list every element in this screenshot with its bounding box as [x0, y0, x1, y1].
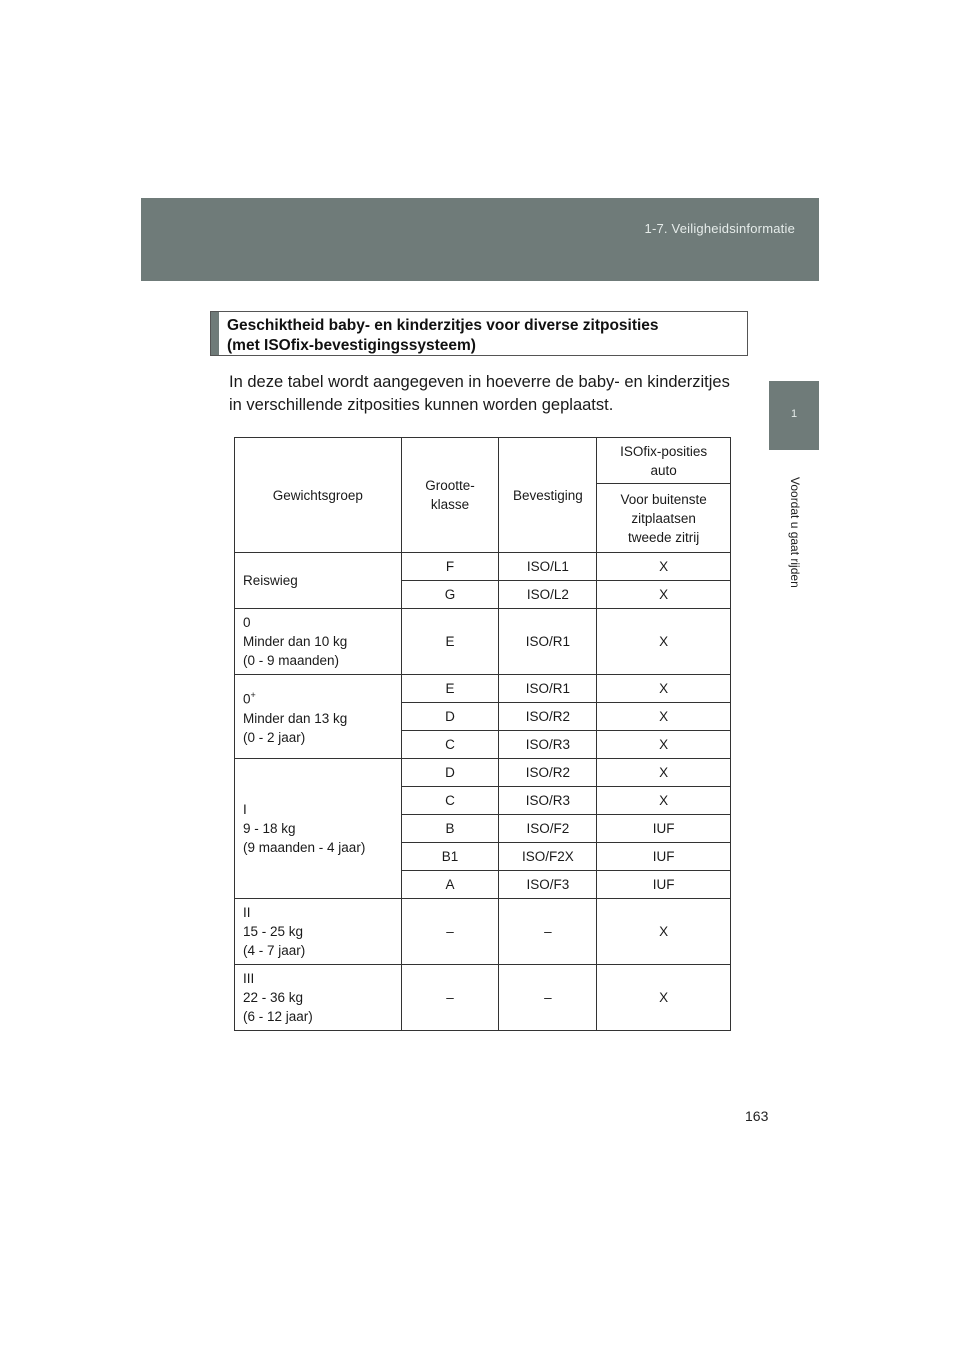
fixture-cell: ISO/F2	[499, 815, 597, 843]
intro-line-2: in verschillende zitposities kunnen worden geplaatst.	[229, 396, 614, 414]
fixture-cell: ISO/F2X	[499, 843, 597, 871]
suitability-cell: X	[597, 965, 731, 1031]
size-class-cell: –	[401, 965, 499, 1031]
fixture-cell: –	[499, 965, 597, 1031]
size-class-cell: C	[401, 787, 499, 815]
heading-accent-bar	[211, 312, 219, 355]
size-class-cell: A	[401, 871, 499, 899]
weight-group-line: Minder dan 10 kg	[243, 634, 348, 649]
col-header-fixture-text: Bevestiging	[512, 487, 583, 503]
fixture-cell: ISO/R1	[499, 675, 597, 703]
chapter-tab	[769, 381, 819, 450]
table-row	[235, 965, 731, 1031]
suitability-cell: X	[597, 787, 731, 815]
suitability-cell: X	[597, 675, 731, 703]
weight-group-label-main: 0	[243, 691, 251, 707]
col-header-isofix-line-2: auto	[650, 462, 677, 478]
weight-group-line: 22 - 36 kg	[243, 990, 304, 1005]
weight-group-line: III	[243, 971, 255, 986]
size-class-cell: E	[401, 609, 499, 675]
size-class-cell: E	[401, 675, 499, 703]
col-header-weight-text: Gewichtsgroep	[272, 487, 363, 503]
weight-group-line: 15 - 25 kg	[243, 924, 304, 939]
weight-group-line: 9 - 18 kg	[243, 821, 296, 836]
table-row	[235, 675, 731, 703]
suitability-cell: X	[597, 703, 731, 731]
weight-group-cell	[235, 899, 402, 965]
size-class-cell: B1	[401, 843, 499, 871]
weight-group-cell	[235, 609, 402, 675]
suitability-cell: IUF	[597, 843, 731, 871]
suitability-cell: IUF	[597, 871, 731, 899]
col-header-seat-line-1: Voor buitenste	[620, 491, 707, 507]
weight-group-line: (9 maanden - 4 jaar)	[243, 840, 366, 855]
fixture-cell: ISO/F3	[499, 871, 597, 899]
col-header-seat-line-3: tweede zitrij	[628, 529, 700, 545]
col-header-fixture	[499, 438, 597, 553]
col-header-size-line-2: klasse	[430, 497, 470, 512]
weight-group-line: (6 - 12 jaar)	[243, 1009, 313, 1024]
intro-paragraph	[229, 371, 749, 417]
heading-line-2: (met ISOfix-bevestigingssysteem)	[227, 337, 476, 354]
section-title: 1-7. Veiligheidsinformatie	[644, 221, 795, 236]
weight-group-line: (0 - 9 maanden)	[243, 653, 340, 668]
weight-group-line: II	[243, 905, 251, 920]
size-class-cell: C	[401, 731, 499, 759]
fixture-cell: –	[499, 899, 597, 965]
col-header-size-class	[401, 438, 499, 553]
size-class-cell: –	[401, 899, 499, 965]
table-row	[235, 759, 731, 787]
size-class-cell: G	[401, 581, 499, 609]
fixture-cell: ISO/R2	[499, 703, 597, 731]
col-header-weight-group	[235, 438, 402, 553]
col-header-isofix-positions	[597, 438, 731, 484]
fixture-cell: ISO/L2	[499, 581, 597, 609]
weight-group-cell	[235, 675, 402, 759]
weight-group-line: (4 - 7 jaar)	[243, 943, 306, 958]
suitability-cell: IUF	[597, 815, 731, 843]
section-heading-box	[210, 311, 748, 356]
section-heading	[227, 316, 659, 356]
size-class-cell: D	[401, 703, 499, 731]
intro-line-1: In deze tabel wordt aangegeven in hoeverre de baby- en kinderzitjes	[229, 373, 730, 391]
suitability-cell: X	[597, 731, 731, 759]
weight-group-label-sup: +	[250, 690, 256, 701]
fixture-cell: ISO/R2	[499, 759, 597, 787]
suitability-cell: X	[597, 553, 731, 581]
fixture-cell: ISO/R1	[499, 609, 597, 675]
size-class-cell: D	[401, 759, 499, 787]
fixture-cell: ISO/R3	[499, 731, 597, 759]
header-band	[141, 198, 819, 281]
weight-group-line: Minder dan 13 kg	[243, 710, 348, 726]
page-number: 163	[745, 1108, 769, 1124]
size-class-cell: F	[401, 553, 499, 581]
table-row	[235, 609, 731, 675]
table-row	[235, 899, 731, 965]
weight-group-cell	[235, 965, 402, 1031]
fixture-cell: ISO/R3	[499, 787, 597, 815]
weight-group-line: 0	[243, 615, 251, 630]
table-row	[235, 553, 731, 581]
suitability-cell: X	[597, 609, 731, 675]
suitability-cell: X	[597, 581, 731, 609]
suitability-cell: X	[597, 759, 731, 787]
chapter-title: Voordat u gaat rijden	[788, 477, 802, 588]
fixture-cell: ISO/L1	[499, 553, 597, 581]
col-header-size-line-1: Grootte-	[425, 478, 475, 493]
col-header-seat-position	[597, 484, 731, 553]
weight-group-line: (0 - 2 jaar)	[243, 729, 306, 745]
chapter-number: 1	[790, 408, 798, 420]
child-seat-table	[234, 437, 731, 1031]
col-header-isofix-line-1: ISOfix-posities	[620, 443, 708, 459]
size-class-cell: B	[401, 815, 499, 843]
weight-group-label	[243, 686, 401, 709]
suitability-cell: X	[597, 899, 731, 965]
heading-line-1: Geschiktheid baby- en kinderzitjes voor diverse zitposities	[227, 317, 659, 334]
table-body	[235, 438, 731, 1031]
weight-group-line: Reiswieg	[243, 573, 298, 588]
weight-group-cell	[235, 759, 402, 899]
weight-group-cell	[235, 553, 402, 609]
weight-group-line: I	[243, 802, 247, 817]
col-header-seat-line-2: zitplaatsen	[631, 510, 696, 526]
